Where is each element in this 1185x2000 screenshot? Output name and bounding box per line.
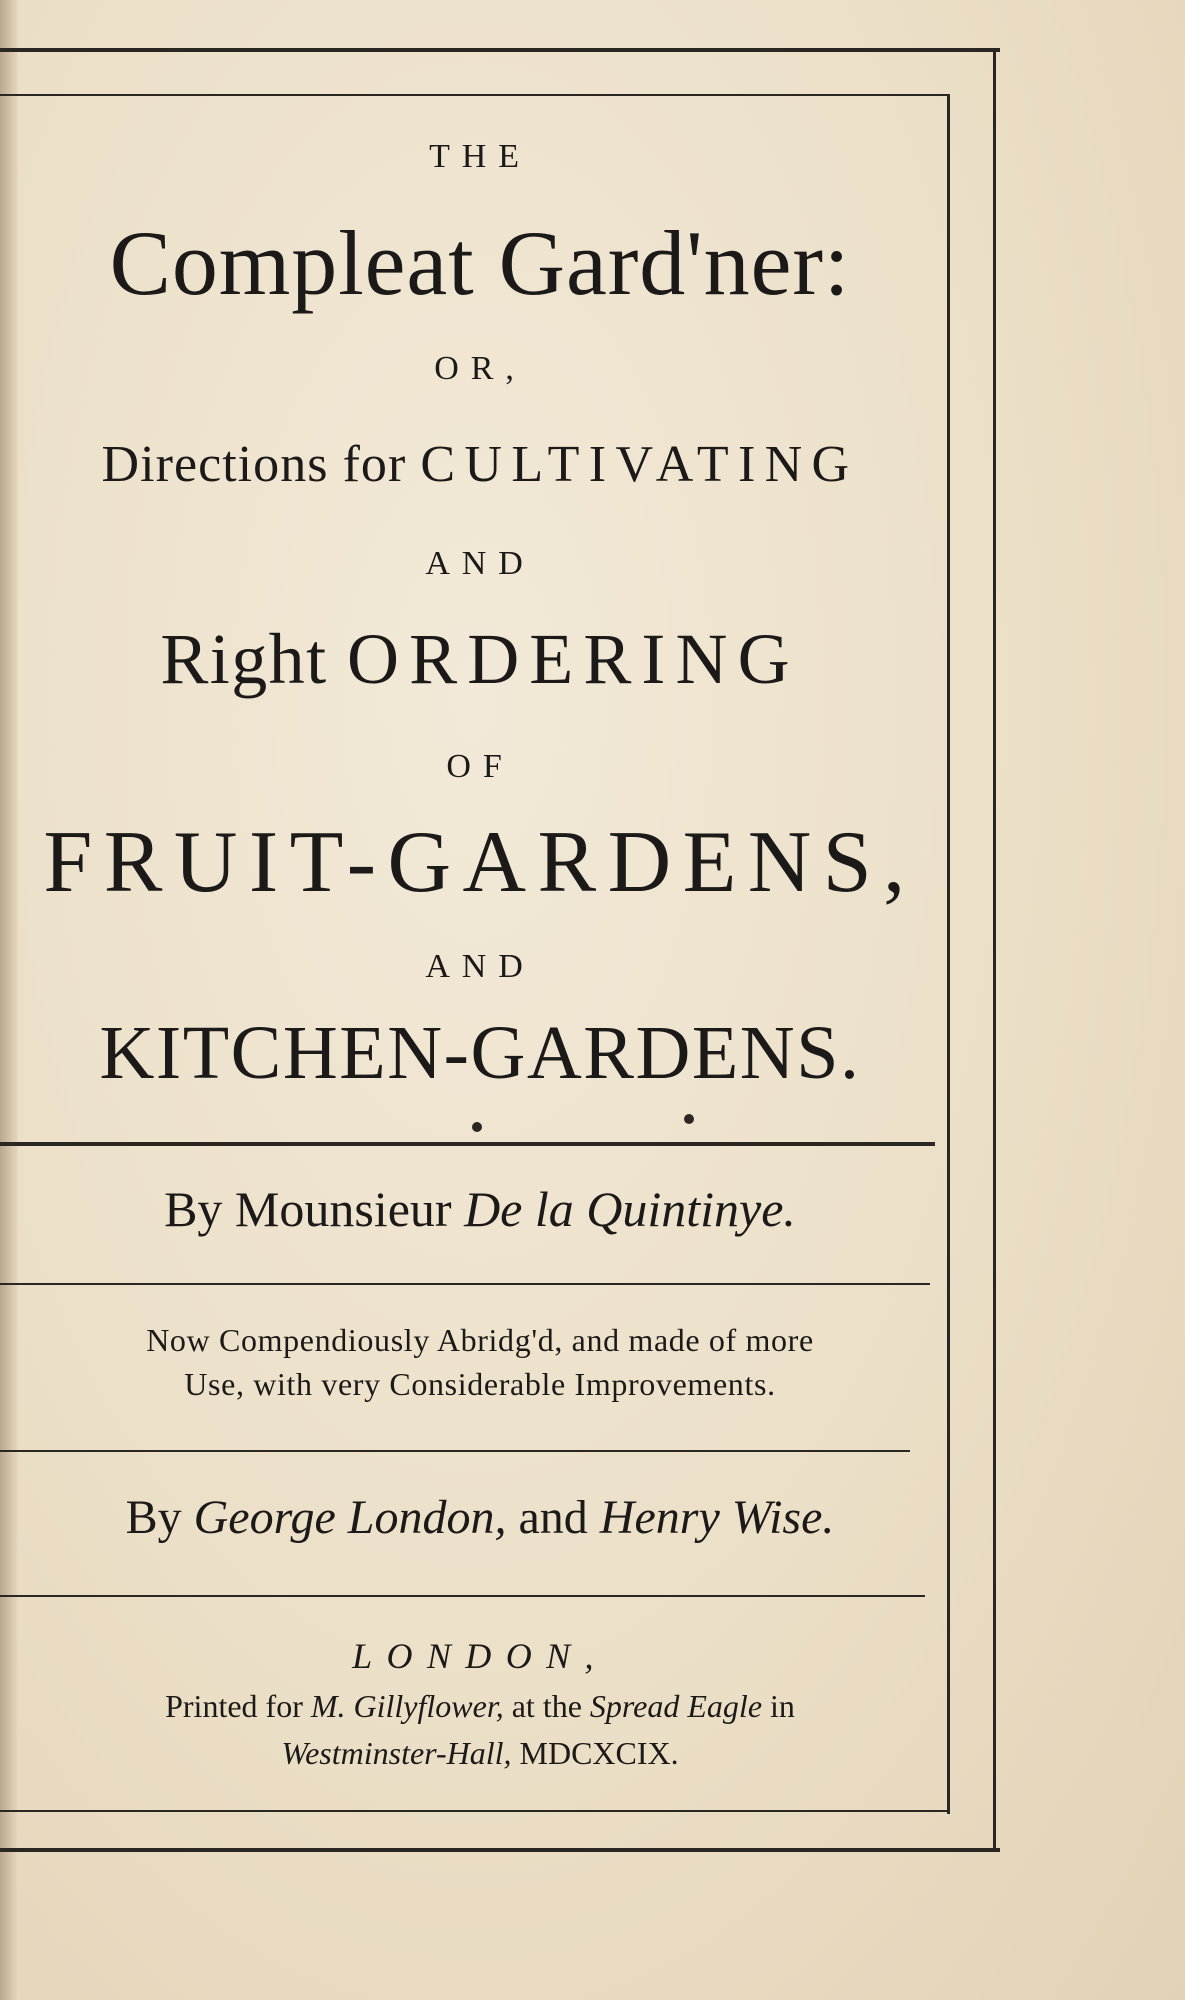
note-line-2: Use, with very Considerable Improvements. <box>184 1366 776 1402</box>
imprint-place: Westminster-Hall, <box>281 1735 512 1771</box>
authors2-name1: George London, <box>193 1491 507 1544</box>
divider-rule-4 <box>0 1595 925 1597</box>
authors2-line <box>0 1490 960 1545</box>
authors2-by: By <box>125 1491 182 1544</box>
author-by: By Mounsieur <box>164 1181 452 1237</box>
divider-rule-3 <box>0 1450 910 1452</box>
right-ordering-line <box>0 618 960 701</box>
note-line-1: Now Compendiously Abridg'd, and made of more <box>146 1322 814 1358</box>
imprint-sign: Spread Eagle <box>589 1688 763 1724</box>
or-line: OR, <box>434 350 526 387</box>
imprint-line-2 <box>0 1735 960 1772</box>
imprint-line-1 <box>0 1688 960 1725</box>
outer-bottom-rule <box>0 1848 1000 1852</box>
of-line: OF <box>446 748 514 785</box>
ornament-dot-right <box>684 1114 694 1124</box>
authors2-and: and <box>518 1491 588 1544</box>
inner-bottom-rule <box>0 1810 950 1812</box>
imprint-in: in <box>770 1688 795 1724</box>
outer-right-rule <box>993 48 996 1848</box>
ornament-dot-left <box>472 1122 482 1132</box>
right-prefix: Right <box>160 619 328 699</box>
directions-caps: CULTIVATING <box>420 436 859 493</box>
author-name: De la Quintinye. <box>464 1181 796 1237</box>
the-line: THE <box>429 138 531 175</box>
page-title: Compleat Gard'ner: <box>109 212 851 314</box>
inner-top-rule <box>0 94 950 96</box>
and-line-2: AND <box>425 948 535 985</box>
imprint-publisher: M. Gillyflower, <box>310 1688 504 1724</box>
kitchen-gardens-line: KITCHEN-GARDENS. <box>99 1011 861 1095</box>
right-caps: ORDERING <box>347 619 800 699</box>
imprint-at-the: at the <box>511 1688 582 1724</box>
authors2-name2: Henry Wise. <box>599 1491 835 1544</box>
author-line <box>0 1180 960 1238</box>
and-line-1: AND <box>425 545 535 582</box>
fruit-gardens-line: FRUIT-GARDENS, <box>43 814 917 911</box>
imprint-city: LONDON, <box>352 1636 608 1676</box>
directions-line <box>0 435 960 494</box>
imprint-year: MDCXCIX. <box>519 1735 679 1771</box>
outer-top-rule <box>0 48 1000 52</box>
divider-rule-1 <box>0 1142 935 1146</box>
imprint-printed-for: Printed for <box>165 1688 303 1724</box>
directions-prefix: Directions for <box>101 436 407 493</box>
divider-rule-2 <box>0 1283 930 1285</box>
